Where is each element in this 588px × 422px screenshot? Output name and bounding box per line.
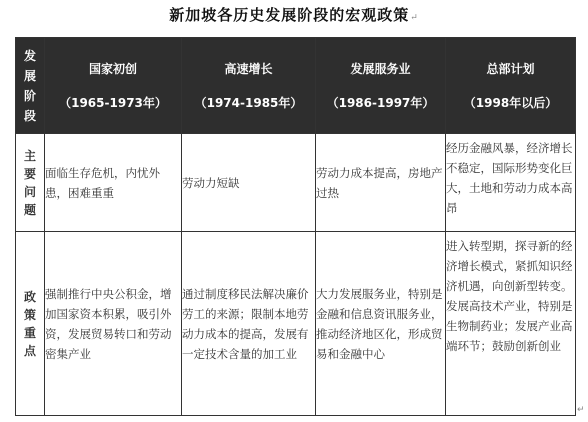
table-cell: 强制推行中央公积金，增加国家资本积累，吸引外资，发展贸易转口和劳动密集产业 <box>45 232 182 416</box>
table-cell: 面临生存危机，内忧外患，困难重重 <box>45 134 182 232</box>
phase-header-2 <box>182 38 316 134</box>
phase-years: （1974-1985年） <box>194 95 303 110</box>
table-cell: 进入转型期，探寻新的经济增长模式，紧抓知识经济机遇，向创新型转变。发展高技术产业，特别是生物制药业；发展产业高端环节；鼓励创新创业 <box>446 232 576 416</box>
phase-years: （1998年以后） <box>463 95 558 110</box>
phase-years: （1965-1973年） <box>59 95 167 110</box>
table-header-row <box>16 38 576 134</box>
phase-header-1 <box>45 38 182 134</box>
document-title <box>0 4 588 25</box>
table-cell: 劳动力短缺 <box>182 134 316 232</box>
table-row-main-problems <box>16 134 576 232</box>
table-row-policy-focus <box>16 232 576 416</box>
corner-label: 发 展 阶 段 <box>16 38 45 134</box>
phase-name: 高速增长 <box>224 61 273 76</box>
paragraph-mark-icon: ↵ <box>410 13 419 23</box>
policy-table <box>15 37 576 416</box>
phase-name: 总部计划 <box>486 61 535 76</box>
phase-header-4 <box>446 38 576 134</box>
phase-name: 国家初创 <box>88 61 137 76</box>
row-label-policy-focus: 政 策 重 点 <box>16 232 45 416</box>
table-cell: 通过制度移民法解决廉价劳工的来源；限制本地劳动力成本的提高，发展有一定技术含量的加工业 <box>182 232 316 416</box>
paragraph-end-mark-icon: ↵ <box>577 405 585 415</box>
table-cell: 大力发展服务业，特别是金融和信息资讯服务业，推动经济地区化，形成贸易和金融中心 <box>316 232 446 416</box>
table-cell: 经历金融风暴，经济增长不稳定，国际形势变化巨大，土地和劳动力成本高昂 <box>446 134 576 232</box>
title-text: 新加坡各历史发展阶段的宏观政策 <box>169 6 410 24</box>
phase-years: （1986-1997年） <box>326 95 435 110</box>
phase-name: 发展服务业 <box>350 61 411 76</box>
row-label-main-problems: 主 要 问 题 <box>16 134 45 232</box>
table-cell: 劳动力成本提高，房地产过热 <box>316 134 446 232</box>
phase-header-3 <box>316 38 446 134</box>
